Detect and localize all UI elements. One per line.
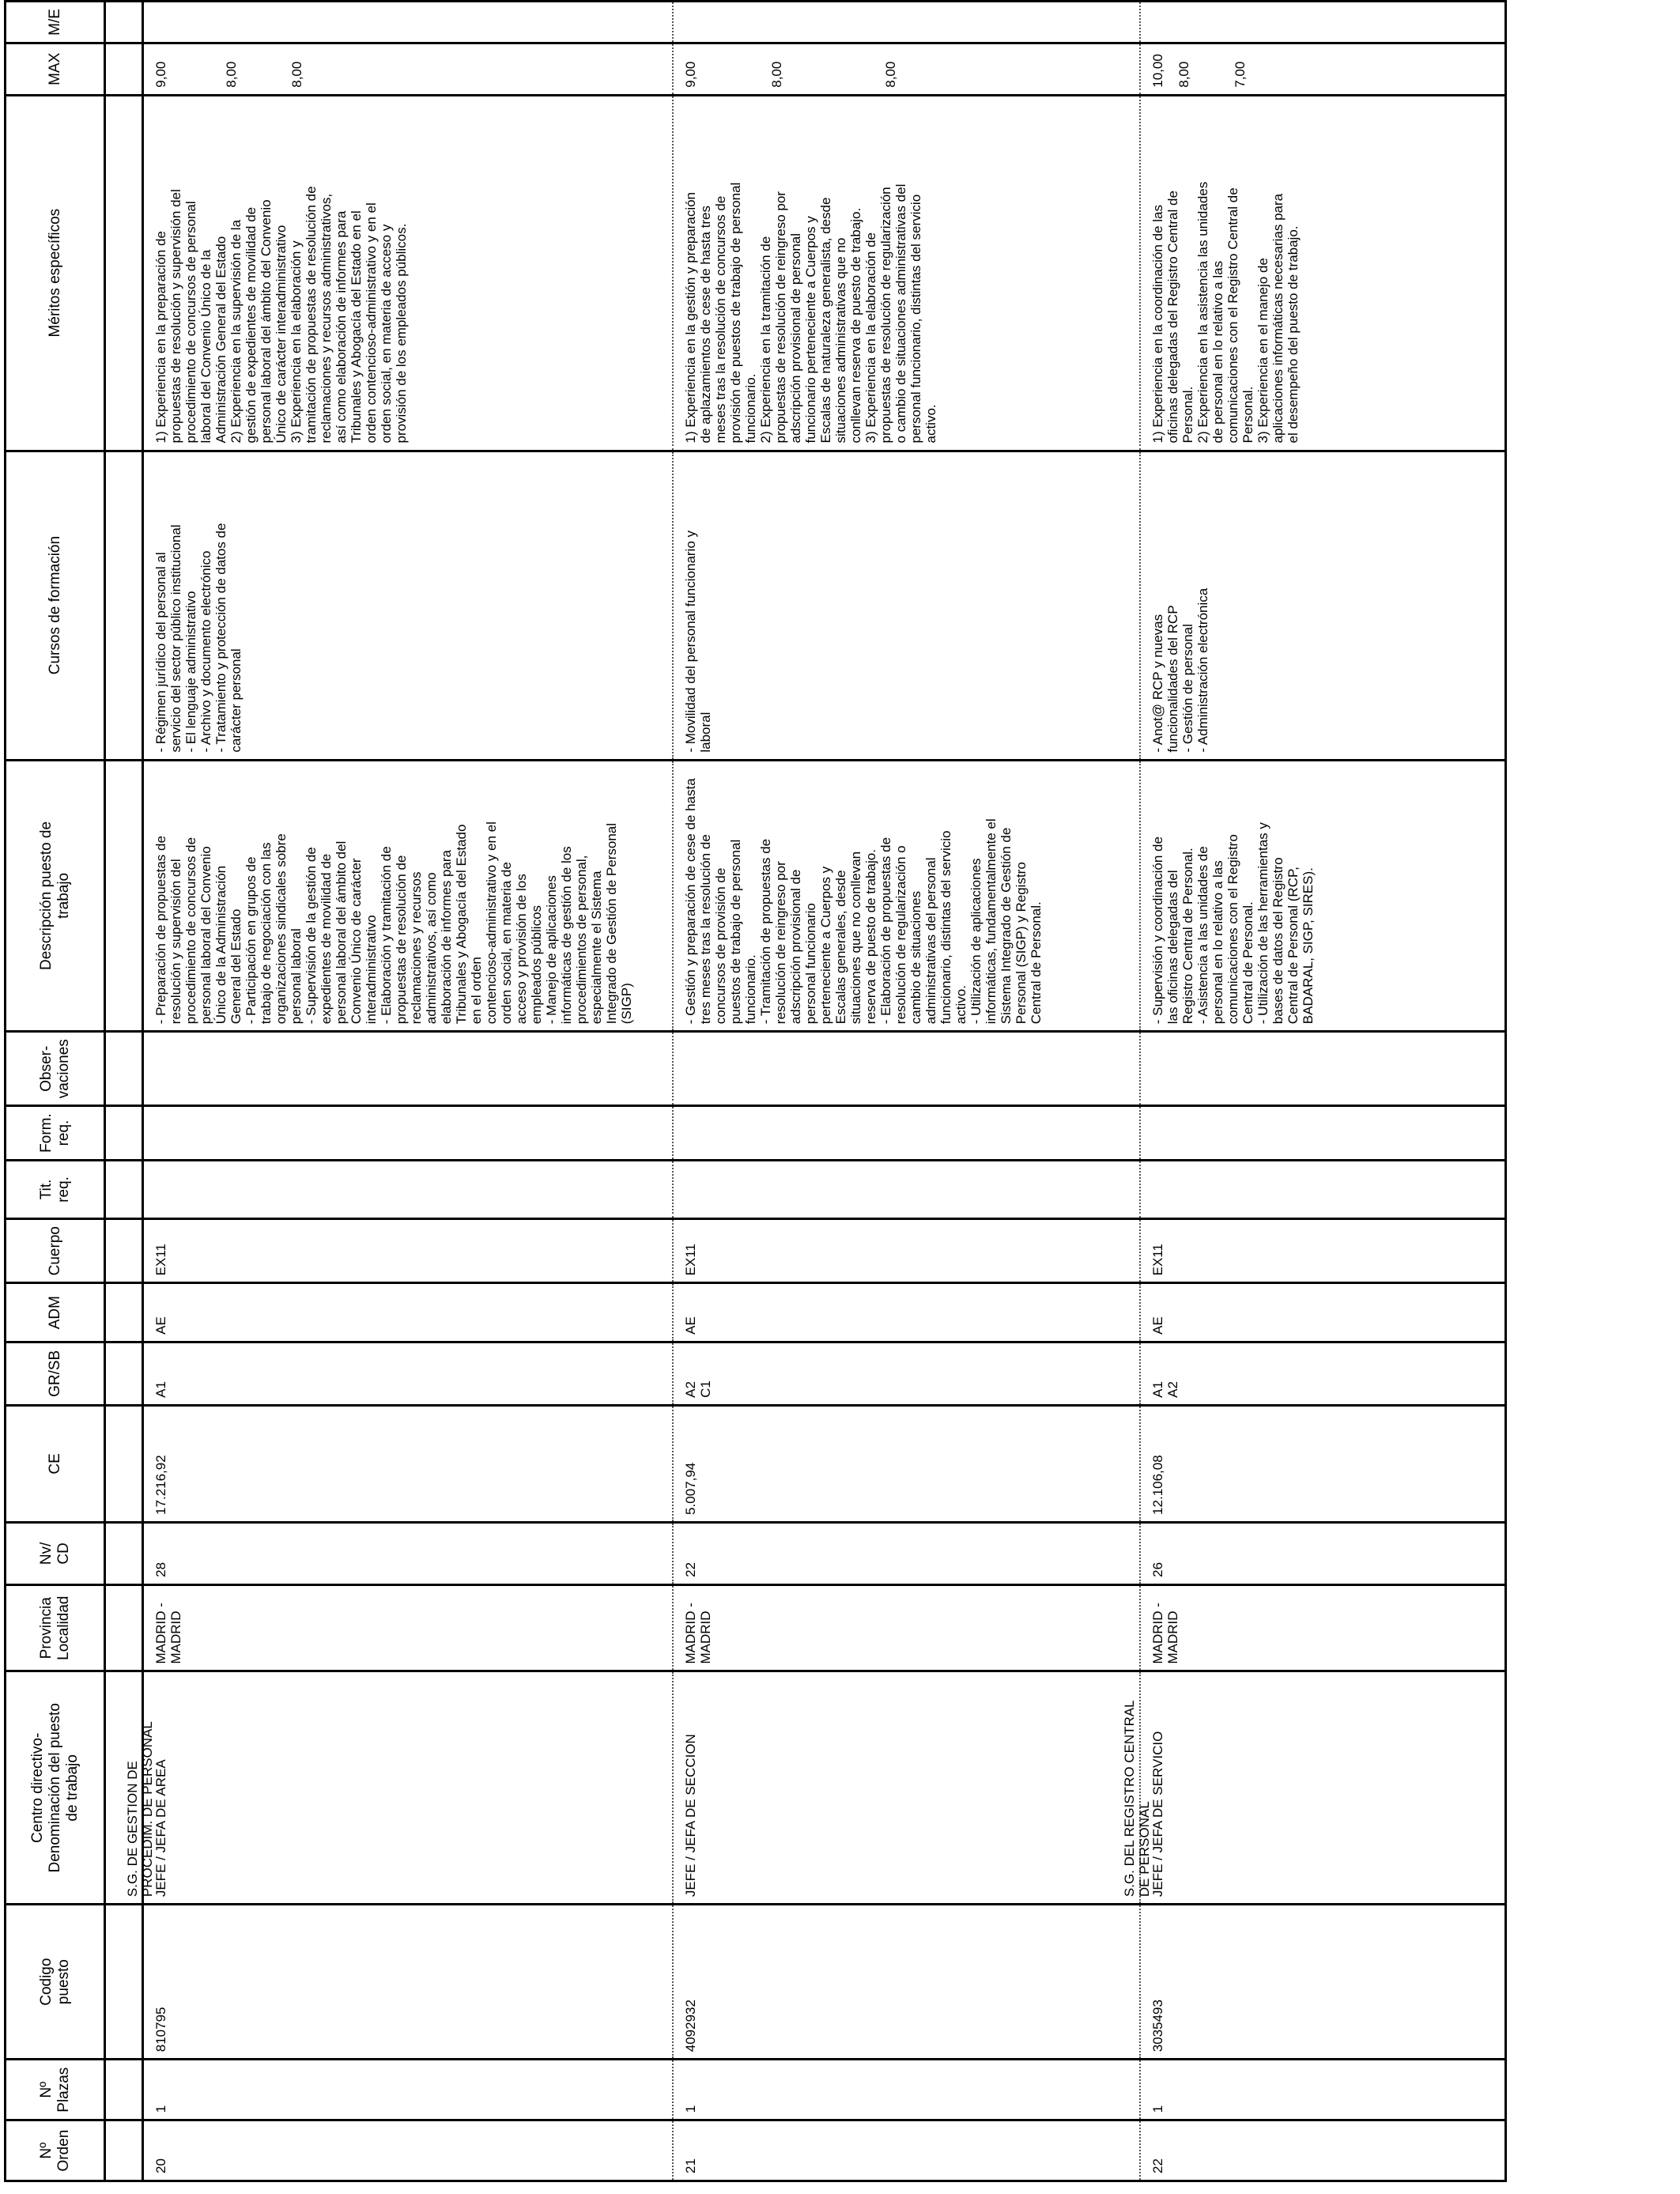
nivel-cell: 28 <box>143 1522 673 1584</box>
adm-cell: AE <box>1140 1283 1506 1342</box>
provincia-cell: MADRID - MADRID <box>673 1584 1140 1671</box>
header-adm: ADM <box>6 1283 105 1342</box>
orden-cell: 22 <box>1140 2120 1506 2181</box>
table-row <box>673 2 1140 2181</box>
ce-cell: 17.216,92 <box>143 1405 673 1522</box>
plazas-cell: 1 <box>673 2060 1140 2120</box>
provincia-cell: MADRID - MADRID <box>143 1584 673 1671</box>
centro-cell <box>673 1671 1140 1905</box>
puesto-name: JEFE / JEFA DE SECCION <box>682 1734 698 1898</box>
cursos-cell: - Régimen jurídico del personal al servicio del sector público institucional - El lenguaje administrativo - Archivo y documento electrónico - Tratamiento y protección de datos de carácter personal <box>143 451 673 760</box>
max-value: 8,00 <box>1176 61 1191 88</box>
max-cell <box>1140 43 1506 95</box>
header-obs: Obser- vaciones <box>6 1032 105 1106</box>
cuerpo-cell: EX11 <box>1140 1219 1506 1283</box>
header-me: M/E <box>6 2 105 43</box>
nivel-cell: 22 <box>673 1522 1140 1584</box>
centro-cell <box>125 1671 673 1905</box>
header-row <box>6 2 105 2181</box>
plazas-cell: 1 <box>1140 2060 1506 2120</box>
max-value: 8,00 <box>224 61 239 88</box>
tit-cell <box>1140 1160 1506 1218</box>
meritos-cell: 1) Experiencia en la preparación de propuestas de resolución y supervisión del procedimiento de concursos de personal laboral del Convenio Único de la Administración General del Estado 2) Experiencia en la supervisión de la gestión de expedientes de movilidad de personal laboral del ámbito del Convenio Único de carácter interadministrativo 3) Experiencia en la elaboración y tramitación de propuestas de resolución de reclamaciones y recursos administrativos, así como elaboración de informes para Tribunales y Abogacía del Estado en el orden contencioso-administrativo y en el orden social, en materia de acceso y provisión de los empleados públicos. <box>143 95 673 451</box>
obs-cell <box>143 1032 673 1106</box>
max-value: 8,00 <box>768 61 784 88</box>
unit-name: S.G. DEL REGISTRO CENTRAL DE PERSONAL <box>1121 1700 1152 1898</box>
positions-table <box>4 0 1507 2182</box>
descripcion-cell: - Supervisión y coordinación de las oficinas delegadas del Registro Central de Personal. - Asistencia a las unidades de personal en lo relativo a las comunicaciones con el Registro Central de Personal. - Utilización de las herramientas y bases de datos del Registro Central de Personal (RCP, BADARAL, SIGP, SIRES). <box>1140 760 1506 1032</box>
max-value: 9,00 <box>682 61 698 88</box>
header-plazas: Nº Plazas <box>6 2060 105 2120</box>
max-value: 10,00 <box>1150 54 1165 88</box>
table-row <box>1140 2 1506 2181</box>
meritos-cell: 1) Experiencia en la coordinación de las oficinas delegadas del Registro Central de Personal. 2) Experiencia en la asistencia las unidades de personal en lo relativo a las comunicaciones con el Registro Central de Personal. 3) Experiencia en el manejo de aplicaciones informáticas necesarias para el desempeño del puesto de trabajo. <box>1140 95 1506 451</box>
form-cell <box>673 1106 1140 1161</box>
adm-cell: AE <box>673 1283 1140 1342</box>
max-cell <box>673 43 1140 95</box>
ce-cell: 5.007,94 <box>673 1405 1140 1522</box>
descripcion-cell: - Preparación de propuestas de resolución y supervisión del procedimiento de concursos de personal laboral del Convenio Único de la Administración General del Estado - Participación en grupos de trabajo de negociación con las organizaciones sindicales sobre personal laboral - Supervisión de la gestión de expedientes de movilidad de personal laboral del ámbito del Convenio Único de carácter interadministrativo - Elaboración y tramitación de propuestas de resolución de reclamaciones y recursos administrativos, así como elaboración de informes para Tribunales y Abogacía del Estado en el orden contencioso-administrativo y en el orden social, en materia de acceso y provisión de los empleados públicos - Manejo de aplicaciones informáticas de gestión de los procedimientos de personal, especialmente el Sistema Integrado de Gestión de Personal (SIGP) <box>143 760 673 1032</box>
plazas-cell: 1 <box>143 2060 673 2120</box>
max-value: 7,00 <box>1232 61 1248 88</box>
me-cell <box>143 2 673 43</box>
unit-name: S.G. DE GESTION DE PROCEDIM. DE PERSONAL <box>125 1721 155 1898</box>
puesto-name: JEFE / JEFA DE AREA <box>153 1759 168 1898</box>
header-tit: Tit. req. <box>6 1160 105 1218</box>
cursos-cell: - Anot@ RCP y nuevas funcionalidades del RCP - Gestión de personal - Administración electrónica <box>1140 451 1506 760</box>
header-provincia: Provincia Localidad <box>6 1584 105 1671</box>
max-cell <box>143 43 673 95</box>
header-descripcion: Descripción puesto de trabajo <box>6 760 105 1032</box>
header-max: MAX <box>6 43 105 95</box>
tit-cell <box>143 1160 673 1218</box>
cursos-cell: - Movilidad del personal funcionario y laboral <box>673 451 1140 760</box>
max-value: 8,00 <box>289 61 304 88</box>
header-meritos: Méritos específicos <box>6 95 105 451</box>
nivel-cell: 26 <box>1140 1522 1506 1584</box>
header-codigo: Codigo puesto <box>6 1905 105 2060</box>
me-cell <box>673 2 1140 43</box>
orden-cell: 20 <box>143 2120 673 2181</box>
descripcion-cell: - Gestión y preparación de cese de hasta tres meses tras la resolución de concursos de provisión de puestos de trabajo de personal funcionario. - Tramitación de propuestas de resolución de reingreso por adscripción provisional de personal funcionario perteneciente a Cuerpos y Escalas generales, desde situaciones que no conllevan reserva de puesto de trabajo. - Elaboración de propuestas de resolución de regularización o cambio de situaciones administrativas del personal funcionario, distintas del servicio activo. - Utilización de aplicaciones informáticas, fundamentalmente el Sistema Integrado de Gestión de Personal (SIGP) y Registro Central de Personal. <box>673 760 1140 1032</box>
cuerpo-cell: EX11 <box>673 1219 1140 1283</box>
meritos-cell: 1) Experiencia en la gestión y preparación de aplazamientos de cese de hasta tres meses tras la resolución de concursos de provisión de puestos de trabajo de personal funcionario. 2) Experiencia en la tramitación de propuestas de resolución de reingreso por adscripción provisional de personal funcionario perteneciente a Cuerpos y Escalas de naturaleza generalista, desde situaciones administrativas que no conllevan reserva de puesto de trabajo. 3) Experiencia en la elaboración de propuestas de resolución de regularización o cambio de situaciones administrativas del personal funcionario, distintas del servicio activo. <box>673 95 1140 451</box>
table-row <box>143 2 673 2181</box>
codigo-cell: 3035493 <box>1140 1905 1506 2060</box>
tit-cell <box>673 1160 1140 1218</box>
puesto-name: JEFE / JEFA DE SERVICIO <box>1150 1731 1165 1898</box>
orden-cell: 21 <box>673 2120 1140 2181</box>
cuerpo-cell: EX11 <box>143 1219 673 1283</box>
codigo-cell: 4092932 <box>673 1905 1140 2060</box>
provincia-cell: MADRID - MADRID <box>1140 1584 1506 1671</box>
header-grsb: GR/SB <box>6 1342 105 1405</box>
me-cell <box>1140 2 1506 43</box>
obs-cell <box>673 1032 1140 1106</box>
form-cell <box>1140 1106 1506 1161</box>
max-value: 8,00 <box>882 61 898 88</box>
centro-cell <box>1121 1671 1506 1905</box>
header-ce: CE <box>6 1405 105 1522</box>
obs-cell <box>1140 1032 1506 1106</box>
grsb-cell: A1 <box>143 1342 673 1405</box>
adm-cell: AE <box>143 1283 673 1342</box>
header-centro: Centro directivo- Denominación del puesto de trabajo <box>6 1671 105 1905</box>
header-cursos: Cursos de formación <box>6 451 105 760</box>
max-value: 9,00 <box>153 61 168 88</box>
header-form: Form. req. <box>6 1106 105 1161</box>
codigo-cell: 810795 <box>143 1905 673 2060</box>
ce-cell: 12.106,08 <box>1140 1405 1506 1522</box>
header-nivel: Nv/ CD <box>6 1522 105 1584</box>
form-cell <box>143 1106 673 1161</box>
grsb-cell: A2 C1 <box>673 1342 1140 1405</box>
grsb-cell: A1 A2 <box>1140 1342 1506 1405</box>
header-cuerpo: Cuerpo <box>6 1219 105 1283</box>
header-orden: Nº Orden <box>6 2120 105 2181</box>
